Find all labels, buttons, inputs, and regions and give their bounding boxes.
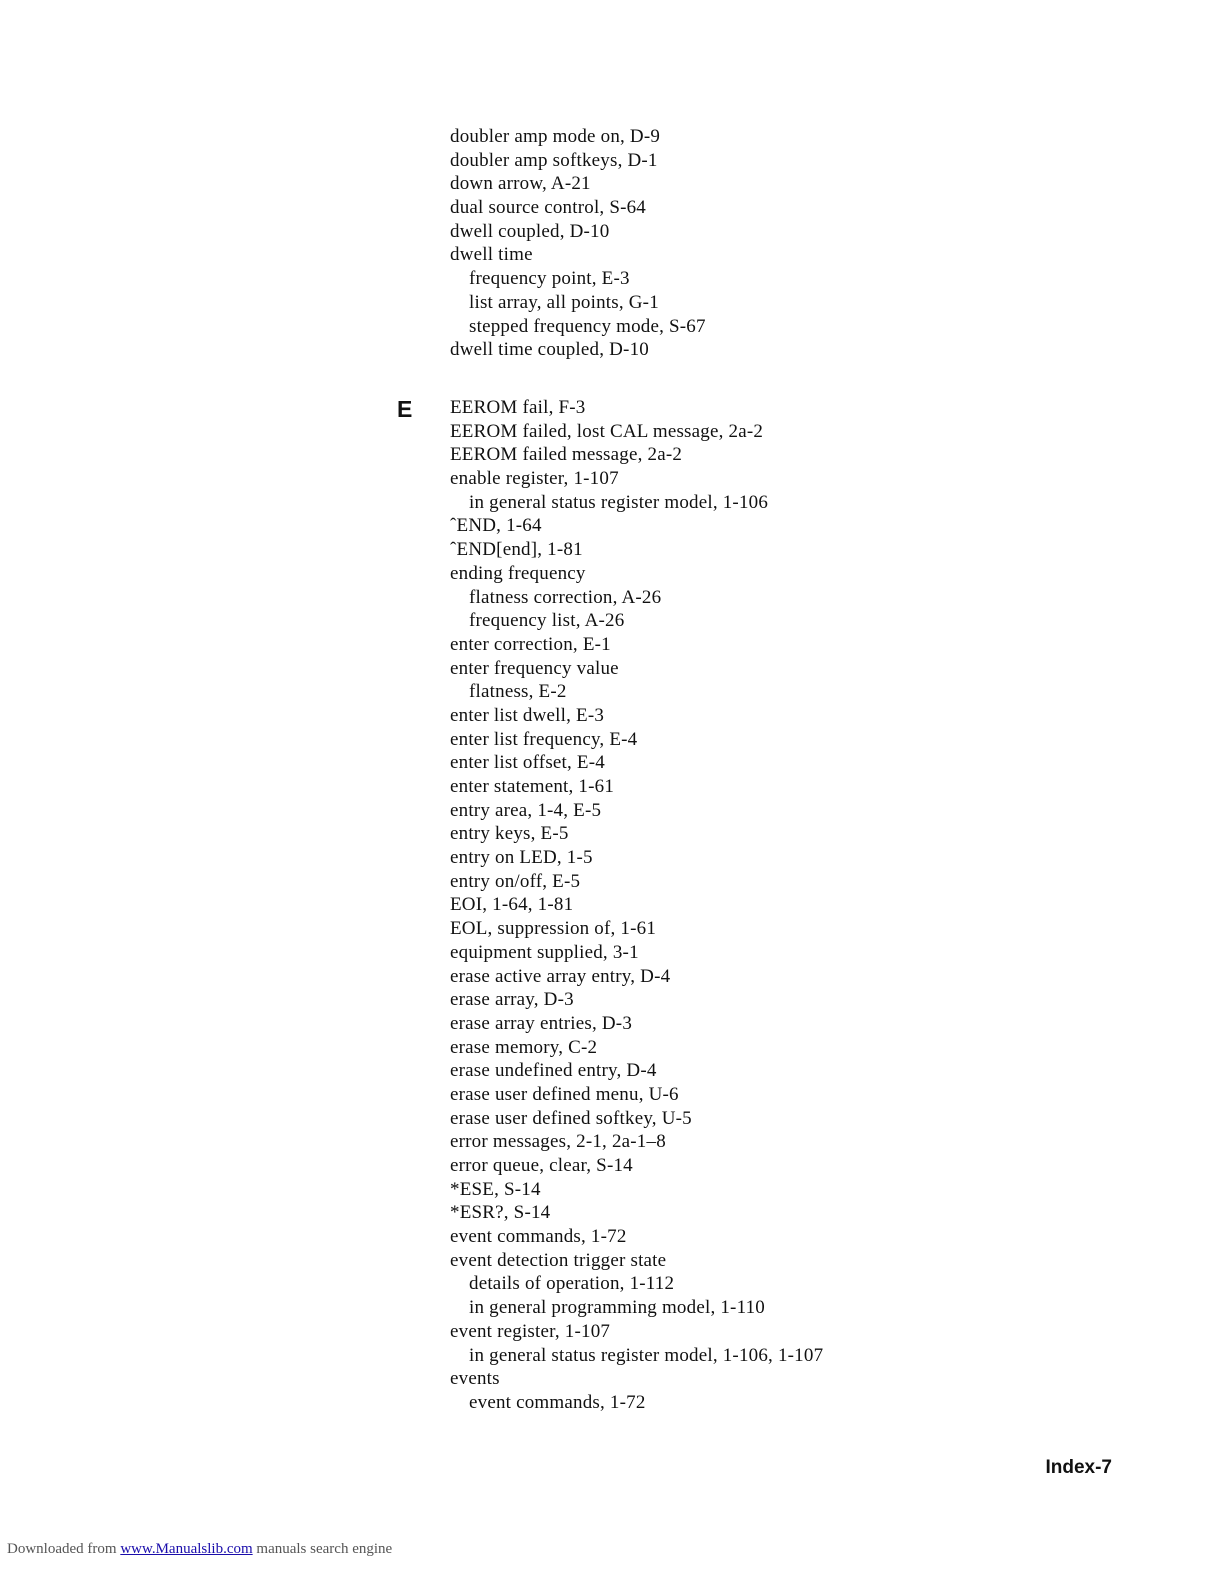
index-entry: EOL, suppression of, 1-61 (450, 918, 657, 940)
index-entry: erase array entries, D-3 (450, 1012, 633, 1034)
index-entry: entry area, 1-4, E-5 (450, 799, 602, 821)
index-subentry: in general programming model, 1-110 (469, 1297, 765, 1319)
index-entry: dwell coupled, D-10 (450, 220, 610, 242)
manualslib-link[interactable]: www.Manualslib.com (120, 1541, 253, 1557)
index-entry: entry on LED, 1-5 (450, 847, 593, 869)
index-entry: ˆEND[end], 1-81 (450, 539, 583, 561)
download-footer (7, 1541, 392, 1558)
index-entry: erase active array entry, D-4 (450, 965, 671, 987)
index-entry: erase undefined entry, D-4 (450, 1060, 657, 1082)
index-subentry: frequency point, E-3 (469, 268, 630, 290)
index-entry: EEROM fail, F-3 (450, 397, 586, 418)
index-entry: event detection trigger state (450, 1249, 667, 1271)
index-subentry: flatness, E-2 (469, 681, 567, 703)
index-entry: dwell time (450, 244, 533, 266)
index-entry: enter list dwell, E-3 (450, 704, 605, 726)
footer-suffix: manuals search engine (252, 1541, 393, 1557)
section-letter-e: E (397, 396, 413, 422)
index-section-d (450, 125, 1150, 362)
index-entry: enter frequency value (450, 657, 619, 679)
index-subentry: event commands, 1-72 (469, 1391, 646, 1413)
index-entry: enter list frequency, E-4 (450, 728, 638, 750)
index-entry: doubler amp mode on, D-9 (450, 126, 661, 147)
index-entry: ˆEND, 1-64 (450, 515, 542, 537)
index-subentry: stepped frequency mode, S-67 (469, 315, 706, 337)
page-number: Index-7 (1045, 1457, 1112, 1478)
index-entry: ending frequency (450, 562, 586, 584)
index-entry: EEROM failed message, 2a-2 (450, 444, 683, 466)
index-subentry: in general status register model, 1-106, 1-107 (469, 1344, 824, 1366)
index-entry: EOI, 1-64, 1-81 (450, 894, 574, 916)
index-entry: erase user defined menu, U-6 (450, 1083, 679, 1105)
index-entry: event commands, 1-72 (450, 1226, 627, 1248)
index-entry: entry keys, E-5 (450, 823, 569, 845)
index-entry: equipment supplied, 3-1 (450, 941, 639, 963)
index-entry: *ESE, S-14 (450, 1178, 541, 1200)
index-entry: enter list offset, E-4 (450, 752, 605, 774)
index-subentry: frequency list, A-26 (469, 610, 625, 632)
index-entry: error queue, clear, S-14 (450, 1155, 633, 1176)
index-entry: error messages, 2-1, 2a-1–8 (450, 1131, 666, 1153)
index-entry: down arrow, A-21 (450, 173, 591, 195)
index-entry: erase array, D-3 (450, 989, 574, 1011)
index-entry: enter correction, E-1 (450, 633, 611, 655)
index-entry: erase user defined softkey, U-5 (450, 1107, 692, 1129)
index-entry: EEROM failed, lost CAL message, 2a-2 (450, 420, 764, 442)
index-subentry: list array, all points, G-1 (469, 291, 659, 313)
index-entry: erase memory, C-2 (450, 1036, 598, 1058)
index-entry: doubler amp softkeys, D-1 (450, 149, 658, 171)
index-entry: event register, 1-107 (450, 1320, 611, 1342)
index-subentry: details of operation, 1-112 (469, 1273, 675, 1295)
index-subentry: flatness correction, A-26 (469, 586, 662, 608)
index-subentry: in general status register model, 1-106 (469, 491, 769, 513)
index-entry: dwell time coupled, D-10 (450, 339, 649, 361)
index-entry: enter statement, 1-61 (450, 776, 615, 797)
index-entry: dual source control, S-64 (450, 197, 647, 219)
index-section-e (450, 396, 1150, 1415)
footer-prefix: Downloaded from (7, 1541, 121, 1557)
index-entry: *ESR?, S-14 (450, 1202, 551, 1224)
index-entry: events (450, 1368, 500, 1390)
index-entry: enable register, 1-107 (450, 468, 619, 490)
index-entry: entry on/off, E-5 (450, 870, 581, 892)
